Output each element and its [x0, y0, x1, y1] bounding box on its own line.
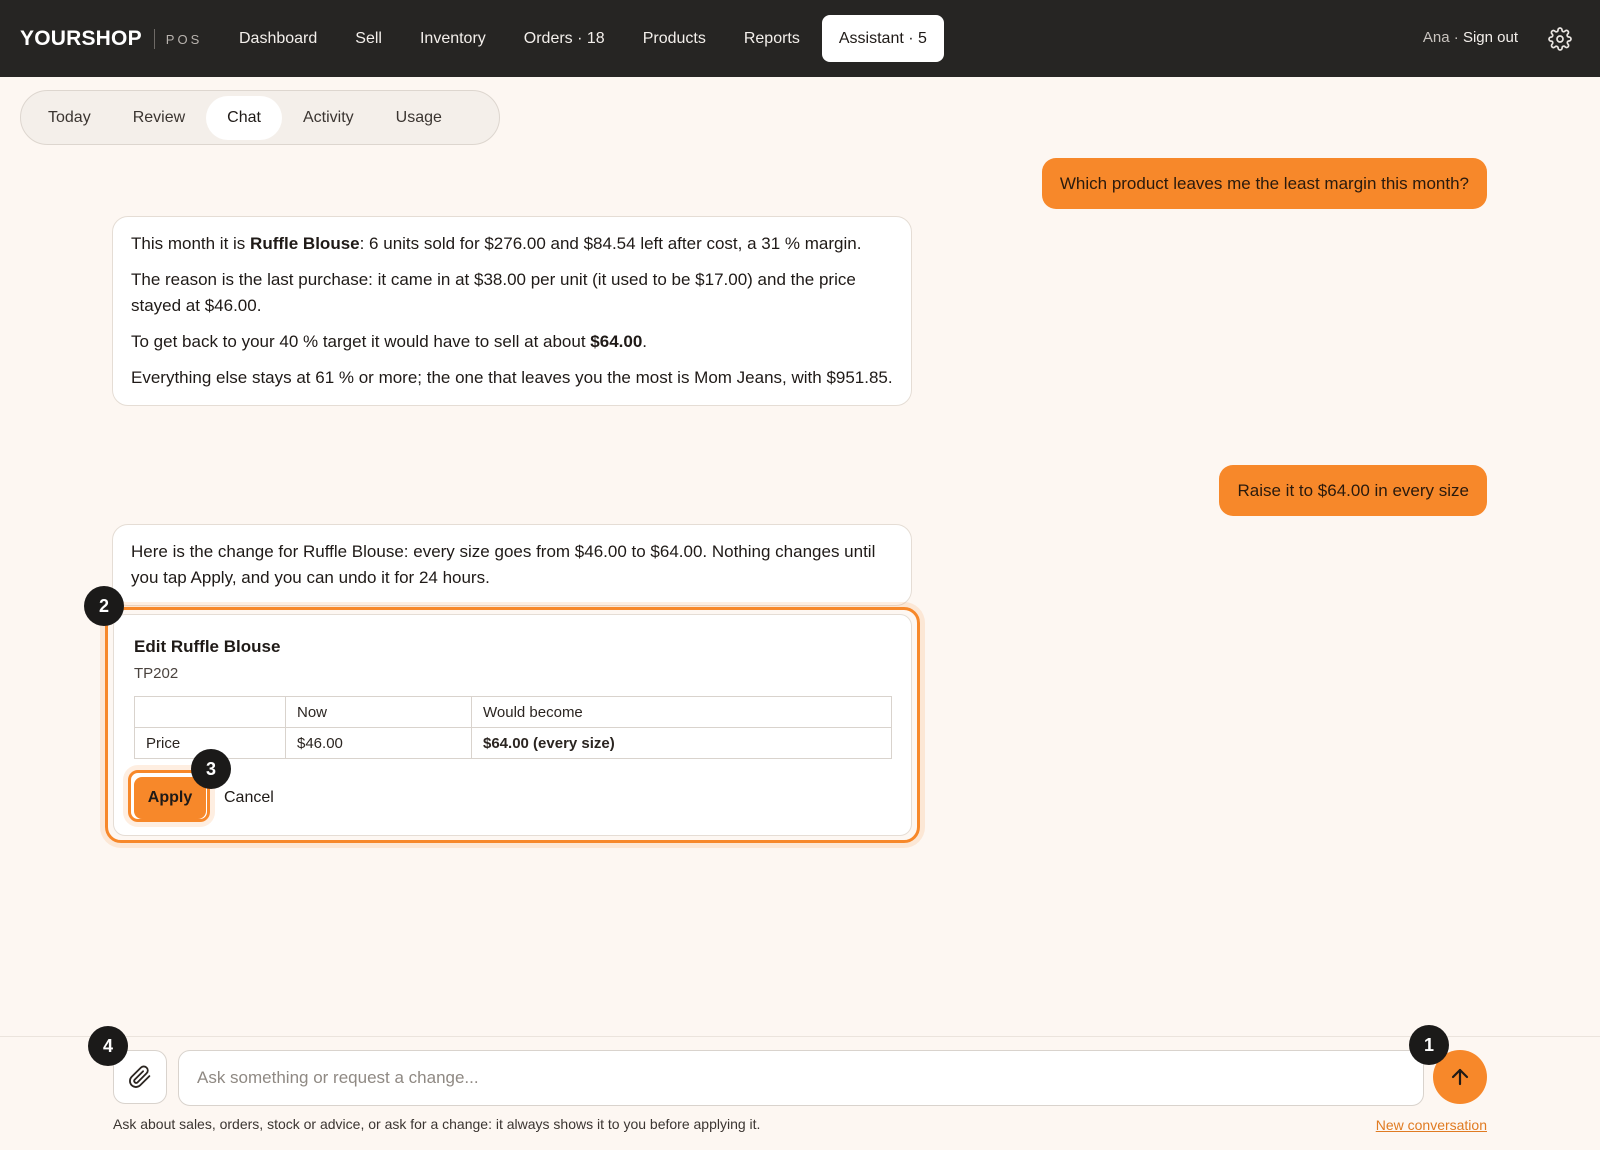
table-row [135, 728, 892, 759]
brand-divider [154, 29, 155, 49]
message-text: : 6 units sold for $276.00 and $84.54 left after cost, a 31 % margin. [359, 234, 862, 253]
nav-dashboard[interactable]: Dashboard [239, 30, 318, 47]
user-message: Raise it to $64.00 in every size [1219, 465, 1487, 516]
user-menu [1423, 29, 1518, 46]
message-paragraph [131, 231, 893, 257]
table-header-row [135, 697, 892, 728]
annotation-badge: 3 [191, 749, 231, 789]
chat-input[interactable] [178, 1050, 1424, 1106]
main-nav [220, 15, 944, 62]
assistant-message [112, 524, 912, 606]
brand-name: YOURSHOP [20, 27, 142, 50]
top-navigation-bar [0, 0, 1600, 77]
nav-inventory[interactable]: Inventory [419, 30, 486, 47]
table-header [135, 697, 286, 728]
change-table [134, 696, 892, 759]
annotation-badge: 4 [88, 1026, 128, 1066]
composer-hint: Ask about sales, orders, stock or advice, or ask for a change: it always shows it to you before applying it. [113, 1116, 761, 1132]
brand-subtitle: POS [165, 31, 203, 47]
tab-usage[interactable]: Usage [395, 108, 442, 126]
user-message: Which product leaves me the least margin this month? [1042, 158, 1487, 209]
annotation-badge: 2 [84, 586, 124, 626]
nav-orders[interactable]: Orders · 18 [523, 30, 605, 47]
apply-button[interactable]: Apply [134, 777, 206, 819]
message-text: To get back to your 40 % target it would have to sell at about [131, 332, 591, 351]
sign-out-link[interactable]: Sign out [1462, 29, 1518, 46]
message-paragraph: Everything else stays at 61 % or more; the one that leaves you the most is Mom Jeans, with $951.85. [131, 368, 893, 387]
product-name: Ruffle Blouse [250, 234, 360, 253]
message-paragraph [131, 329, 893, 355]
annotation-badge: 1 [1409, 1025, 1449, 1065]
nav-products[interactable]: Products [642, 30, 706, 47]
assistant-tabs [20, 90, 500, 145]
message-paragraph: Here is the change for Ruffle Blouse: every size goes from $46.00 to $64.00. Nothing changes until you tap Apply, and you can undo it for 24 hours. [131, 542, 876, 587]
cancel-button[interactable]: Cancel [224, 777, 274, 819]
user-separator: · [1449, 29, 1463, 46]
user-name: Ana [1422, 29, 1450, 46]
brand-logo[interactable] [20, 24, 202, 54]
nav-sell[interactable]: Sell [355, 30, 382, 47]
arrow-up-icon [1448, 1065, 1472, 1089]
nav-assistant[interactable]: Assistant · 5 [822, 15, 944, 62]
table-cell: Price [135, 728, 286, 759]
table-header: Would become [472, 697, 892, 728]
paperclip-icon [128, 1065, 152, 1089]
message-text: This month it is [131, 234, 251, 253]
edit-proposal-card [113, 614, 912, 836]
message-text: . [642, 332, 648, 351]
nav-reports[interactable]: Reports [743, 30, 800, 47]
tab-chat[interactable]: Chat [206, 96, 282, 140]
tab-review[interactable]: Review [132, 108, 186, 126]
tab-activity[interactable]: Activity [302, 108, 354, 126]
tab-today[interactable]: Today [48, 108, 91, 126]
card-title: Edit Ruffle Blouse [134, 637, 281, 656]
table-header: Now [286, 697, 472, 728]
message-paragraph: The reason is the last purchase: it came in at $38.00 per unit (it used to be $17.00) and the price stayed at $46.00. [131, 270, 856, 315]
gear-icon[interactable] [1548, 27, 1572, 51]
assistant-message [112, 216, 912, 406]
table-cell: $46.00 [286, 728, 472, 759]
target-price: $64.00 [590, 332, 643, 351]
table-cell: $64.00 (every size) [472, 728, 892, 759]
new-conversation-link[interactable]: New conversation [1375, 1117, 1487, 1133]
product-sku: TP202 [134, 665, 179, 682]
